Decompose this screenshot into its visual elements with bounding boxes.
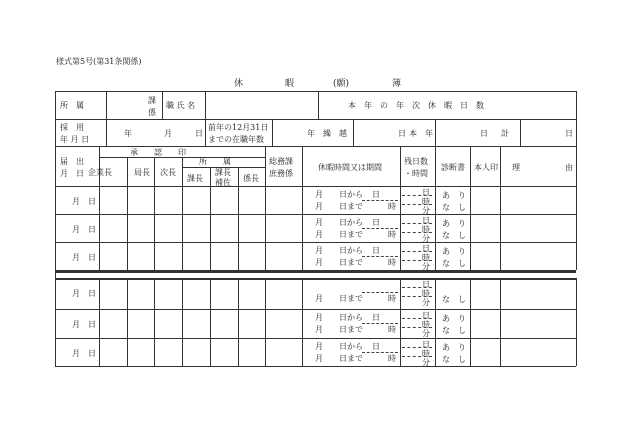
remaining-hour-text: 時 [422, 197, 430, 206]
hi-label: 日 [195, 129, 203, 138]
form-number: 様式第5号(第31条関係) [56, 57, 142, 66]
remaining-minute-text: 分 [422, 358, 430, 367]
grid-line [55, 186, 576, 187]
certificate-nashi-text: な し [442, 326, 466, 335]
period-from-text: 月 日から [315, 246, 363, 255]
nengappi-label: 年 月 日 [60, 135, 90, 144]
period-from-text: 月 日から [315, 342, 363, 351]
remaining-day-text: 日 [422, 216, 430, 225]
grid-line [500, 278, 501, 366]
grid-line [55, 366, 576, 367]
grid-line [55, 91, 576, 92]
shozoku-group-label: 所 属 [199, 157, 231, 166]
dashed-line [362, 228, 398, 229]
grid-line [55, 119, 576, 120]
period-hour-text: 時 [388, 294, 396, 303]
grid-line [576, 91, 577, 270]
remaining-day-text: 日 [422, 188, 430, 197]
zenshoku-label-2: までの在職年数 [208, 135, 264, 144]
period-from-text: 月 日から [315, 218, 363, 227]
title-char-3: (願) [333, 79, 350, 89]
remaining-day-text: 日 [422, 244, 430, 253]
grid-line [400, 278, 401, 366]
period-hour-text: 時 [388, 354, 396, 363]
grid-line [99, 278, 100, 366]
grid-line [302, 146, 303, 270]
grid-line [55, 338, 576, 339]
saiyo-label: 採 用 [60, 123, 84, 132]
grid-line [106, 119, 107, 146]
grid-line [205, 91, 206, 119]
row-date: 月 日 [72, 197, 96, 206]
zan-label-2: ・時間 [404, 169, 428, 178]
kurikoshi-hi-label: 日 [398, 129, 406, 138]
grid-line [435, 278, 436, 366]
remaining-hour-text: 時 [422, 253, 430, 262]
grid-line [127, 278, 128, 366]
grid-line [318, 91, 319, 119]
dashed-line [362, 256, 398, 257]
somu-label-2: 庶務係 [269, 169, 293, 178]
grid-line [55, 214, 576, 215]
todokede-label-1: 届 出 [60, 157, 84, 166]
dashed-line [362, 200, 398, 201]
title-char-1: 休 [234, 79, 244, 89]
grid-line [470, 146, 471, 270]
period-from-text: 月 日から [315, 313, 363, 322]
certificate-ari-text: あ り [442, 191, 466, 200]
kacho-hosa-label-1: 課長 [215, 168, 231, 177]
row-date: 月 日 [72, 289, 96, 298]
grid-line [435, 146, 436, 270]
period-from-text: 月 日から [315, 190, 363, 199]
remaining-minute-text: 分 [422, 298, 430, 307]
period-hour-text: 時 [388, 202, 396, 211]
kyokucho-label: 局長 [134, 168, 150, 177]
kacho-hosa-label-2: 補佐 [215, 178, 231, 187]
grid-line [435, 119, 436, 146]
ka-label: 課 [148, 96, 156, 105]
kurikoshi-label: 繰 越 [323, 129, 347, 138]
grid-line [55, 91, 56, 366]
grid-line [210, 167, 211, 270]
remaining-day-text: 日 [422, 340, 430, 349]
certificate-nashi-text: な し [442, 355, 466, 364]
period-to-text: 月 日まで [315, 202, 363, 211]
zan-label-1: 残日数 [404, 157, 428, 166]
certificate-nashi-text: な し [442, 231, 466, 240]
period-hour-text: 時 [388, 230, 396, 239]
period-to-text: 月 日まで [315, 325, 363, 334]
grid-line [106, 91, 107, 119]
remaining-minute-text: 分 [422, 262, 430, 271]
row-date: 月 日 [72, 253, 96, 262]
kikan-label: 休暇時間又は期間 [318, 163, 382, 172]
grid-line [500, 146, 501, 270]
grid-line [238, 167, 239, 270]
grid-line [55, 309, 576, 310]
grid-line [576, 278, 577, 366]
shonin-label: 承 認 印 [130, 148, 186, 157]
shindan-label: 診断書 [441, 163, 465, 172]
certificate-nashi-text: な し [442, 295, 466, 304]
jicho-label: 次長 [160, 168, 176, 177]
remaining-hour-text: 時 [422, 349, 430, 358]
period-hour-text: 時 [388, 325, 396, 334]
grid-line [272, 119, 273, 146]
remaining-minute-text: 分 [422, 234, 430, 243]
certificate-ari-text: あ り [442, 247, 466, 256]
grid-line [99, 146, 100, 270]
todokede-label-2: 月 日 [60, 169, 84, 178]
kei-label: 計 [501, 129, 509, 138]
grid-line [154, 278, 155, 366]
grid-line [470, 278, 471, 366]
kakari-label: 係 [148, 108, 156, 117]
kei-hi-label: 日 [565, 129, 573, 138]
period-to-text: 月 日まで [315, 230, 363, 239]
riyu-label-2: 由 [565, 163, 573, 172]
kacho-label: 課長 [187, 174, 203, 183]
grid-line [520, 119, 521, 146]
remaining-hour-text: 時 [422, 320, 430, 329]
period-day-text: 日 [372, 190, 380, 199]
grid-line [55, 278, 576, 280]
nen-label: 年 [124, 129, 132, 138]
remaining-minute-text: 分 [422, 206, 430, 215]
grid-line [238, 278, 239, 366]
honnen-label: 本 年 [409, 129, 433, 138]
grid-line [182, 278, 183, 366]
tsuki-label: 月 [164, 129, 172, 138]
certificate-ari-text: あ り [442, 314, 466, 323]
period-to-text: 月 日まで [315, 354, 363, 363]
grid-line [265, 146, 266, 270]
riyu-label-1: 理 [512, 163, 520, 172]
period-day-text: 日 [372, 313, 380, 322]
period-day-text: 日 [372, 218, 380, 227]
period-day-text: 日 [372, 342, 380, 351]
shokushimei-label: 職 氏 名 [166, 101, 196, 110]
grid-line [162, 91, 163, 119]
grid-line [205, 119, 206, 146]
period-to-text: 月 日まで [315, 294, 363, 303]
zenshoku-label-1: 前年の12月31日 [208, 123, 269, 132]
row-date: 月 日 [72, 225, 96, 234]
grid-line [302, 278, 303, 366]
grid-line [265, 278, 266, 366]
period-hour-text: 時 [388, 258, 396, 267]
remaining-minute-text: 分 [422, 329, 430, 338]
remaining-hour-text: 時 [422, 225, 430, 234]
remaining-day-text: 日 [422, 280, 430, 289]
period-to-text: 月 日まで [315, 258, 363, 267]
honnen-hi-label: 日 [480, 129, 488, 138]
grid-line [55, 242, 576, 243]
certificate-ari-text: あ り [442, 343, 466, 352]
kakaricho-label: 係長 [243, 174, 259, 183]
certificate-ari-text: あ り [442, 219, 466, 228]
certificate-nashi-text: な し [442, 203, 466, 212]
shozoku-label: 所 属 [60, 101, 84, 110]
title-char-4: 簿 [392, 79, 402, 89]
grid-line [353, 119, 354, 146]
dashed-line [362, 323, 398, 324]
honnen-days-label: 本 年 の 年 次 休 暇 日 数 [348, 101, 484, 110]
kigyocho-label: 企業長 [88, 168, 112, 177]
dashed-line [362, 352, 398, 353]
certificate-nashi-text: な し [442, 259, 466, 268]
row-date: 月 日 [72, 320, 96, 329]
title-char-2: 暇 [285, 79, 295, 89]
somu-label-1: 総務課 [269, 157, 293, 166]
grid-line [210, 278, 211, 366]
zenshoku-nen-label: 年 [307, 129, 315, 138]
remaining-hour-text: 時 [422, 289, 430, 298]
grid-line [400, 146, 401, 270]
period-day-text: 日 [372, 246, 380, 255]
dashed-line [362, 292, 398, 293]
row-date: 月 日 [72, 349, 96, 358]
grid-line [55, 270, 576, 273]
grid-line [55, 146, 576, 147]
remaining-day-text: 日 [422, 311, 430, 320]
honnin-label: 本人印 [474, 163, 498, 172]
